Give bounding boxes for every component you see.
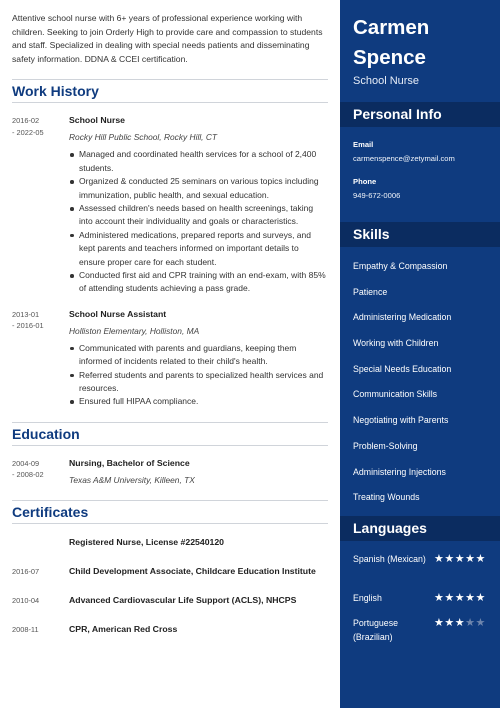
- date-end: - 2016-01: [12, 321, 44, 331]
- language-rating: [434, 617, 486, 629]
- duty-item: Communicated with parents and guardians, keeping them informed of incidents related to their child's health.: [69, 342, 326, 369]
- divider: [12, 422, 328, 423]
- certificate-row: [12, 594, 328, 623]
- divider: [12, 102, 328, 103]
- skill-item: Problem-Solving: [353, 440, 418, 451]
- certificate-row: [12, 623, 328, 652]
- language-rating: [434, 592, 486, 604]
- language-row: [340, 553, 500, 592]
- job-title: School Nurse: [69, 115, 125, 126]
- language-name: Spanish (Mexican): [353, 553, 426, 564]
- degree: Nursing, Bachelor of Science: [69, 457, 190, 468]
- skills-list: [340, 260, 500, 517]
- duty-item: Organized & conducted 25 seminars on various topics including immunization, public health, and sexual education.: [69, 175, 326, 202]
- star-icon: ★: [454, 616, 466, 629]
- star-icon: ★: [465, 616, 476, 629]
- employer: Rocky Hill Public School, Rocky Hill, CT: [69, 132, 217, 143]
- work-date: [12, 115, 62, 138]
- languages-heading: Languages: [340, 516, 500, 541]
- star-icon: ★: [434, 552, 445, 565]
- education-entry: [12, 457, 328, 486]
- work-date: [12, 309, 62, 332]
- first-name: Carmen: [353, 16, 430, 39]
- skill-item: Administering Injections: [353, 466, 446, 477]
- certificate-date: 2008-11: [12, 624, 39, 634]
- divider: [12, 523, 328, 524]
- star-icon: ★: [465, 591, 476, 604]
- language-rating: [434, 553, 486, 565]
- duty-item: Assessed children's needs based on health screenings, taking into account their individuality and goals or characteristics.: [69, 202, 326, 229]
- divider: [12, 445, 328, 446]
- star-icon: ★: [475, 591, 486, 604]
- star-icon: ★: [434, 591, 445, 604]
- date-end: - 2008-02: [12, 470, 44, 480]
- certificate-name: CPR, American Red Cross: [69, 623, 178, 634]
- certificate-row: [12, 565, 328, 594]
- language-row: [340, 592, 500, 617]
- skill-item: Patience: [353, 286, 388, 297]
- star-icon: ★: [444, 616, 455, 629]
- certificate-date: 2010-04: [12, 595, 40, 605]
- section-title-education: Education: [12, 425, 80, 442]
- education-date: [12, 458, 62, 481]
- star-icon: ★: [444, 552, 455, 565]
- star-icon: ★: [454, 552, 466, 565]
- skills-heading: Skills: [340, 222, 500, 247]
- phone-value[interactable]: 949-672-0006: [353, 191, 401, 200]
- star-icon: ★: [454, 591, 466, 604]
- duty-item: Referred students and parents to specialized health services and resources.: [69, 369, 326, 396]
- date-start: 2013-01: [12, 309, 40, 319]
- star-icon: ★: [465, 552, 476, 565]
- section-title-work-history: Work History: [12, 83, 99, 100]
- certificate-name: Registered Nurse, License #22540120: [69, 536, 225, 547]
- certificate-row: [12, 536, 328, 565]
- duties-list: [69, 342, 326, 409]
- skill-item: Empathy & Compassion: [353, 261, 448, 271]
- email-label: Email: [353, 140, 374, 149]
- skill-item: Treating Wounds: [353, 492, 420, 503]
- star-icon: ★: [475, 552, 486, 565]
- sidebar: [340, 0, 500, 708]
- certificate-name: Advanced Cardiovascular Life Support (ACLS), NHCPS: [69, 594, 297, 605]
- skill-item: Negotiating with Parents: [353, 415, 449, 426]
- personal-info-heading: Personal Info: [340, 102, 500, 127]
- star-icon: ★: [444, 591, 455, 604]
- profile-title: School Nurse: [353, 75, 420, 87]
- skill-item: Working with Children: [353, 338, 439, 349]
- star-icon: ★: [434, 616, 445, 629]
- job-title: School Nurse Assistant: [69, 308, 167, 319]
- phone-label: Phone: [353, 177, 377, 186]
- duty-item: Managed and coordinated health services for a school of 2,400 students.: [69, 148, 326, 175]
- language-name: Portuguese (Brazilian): [353, 617, 398, 642]
- certificate-date: 2016-07: [12, 566, 40, 576]
- skill-item: Special Needs Education: [353, 363, 452, 374]
- languages-list: [340, 553, 500, 656]
- star-icon: ★: [475, 616, 486, 629]
- duty-item: Ensured full HIPAA compliance.: [69, 395, 326, 408]
- certificates-list: [12, 536, 328, 652]
- certificate-name: Child Development Associate, Childcare Education Institute: [69, 565, 316, 576]
- language-name: English: [353, 592, 382, 603]
- work-entry: [12, 308, 328, 409]
- work-entry: [12, 114, 328, 295]
- section-title-certificates: Certificates: [12, 503, 89, 520]
- divider: [12, 500, 328, 501]
- email-value[interactable]: carmenspence@zetymail.com: [353, 154, 455, 163]
- divider: [12, 79, 328, 80]
- last-name: Spence: [353, 45, 426, 69]
- duties-list: [69, 148, 326, 295]
- skill-item: Communication Skills: [353, 389, 438, 400]
- duty-item: Administered medications, prepared reports and surveys, and kept parents and teachers informed on important details to ensure proper care for each student.: [69, 229, 326, 269]
- skill-item: Administering Medication: [353, 312, 452, 323]
- duty-item: Conducted first aid and CPR training with an end-exam, with 85% of attending students achieving a pass grade.: [69, 269, 326, 296]
- date-end: - 2022-05: [12, 127, 44, 137]
- date-start: 2016-02: [12, 116, 40, 126]
- employer: Holliston Elementary, Holliston, MA: [69, 325, 200, 336]
- summary: Attentive school nurse with 6+ years of professional experience working with children. Seeking to join Orderly High to provide care and compassion to students and staff. Specialized in dealing with special needs patients and disseminating safety information. DDNA & CCEI certification.: [12, 13, 323, 64]
- language-row: [340, 617, 500, 656]
- school: Texas A&M University, Killeen, TX: [69, 474, 195, 485]
- date-start: 2004-09: [12, 458, 40, 468]
